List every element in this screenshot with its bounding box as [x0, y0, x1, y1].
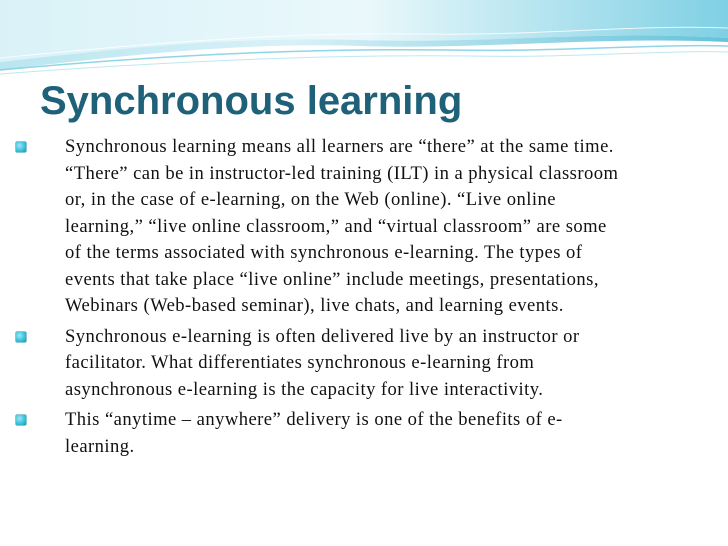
- bullet-text-line: facilitator. What differentiates synchronous e-learning from: [65, 352, 535, 373]
- square-bullet-icon: [16, 415, 26, 425]
- bullet-text-line: events that take place “live online” include meetings, presentations,: [65, 268, 599, 290]
- bullet-item-delivery: [16, 324, 696, 404]
- bullet-text-line: or, in the case of e-learning, on the Web (online). “Live online: [65, 189, 556, 210]
- bullet-text-line: “There” can be in instructor-led training (ILT) in a physical classroom: [65, 162, 619, 184]
- square-bullet-icon: [16, 142, 26, 152]
- bullet-text-line: asynchronous e-learning is the capacity for live interactivity.: [65, 378, 544, 400]
- bullet-text-line: learning,” “live online classroom,” and “virtual classroom” are some: [65, 215, 607, 237]
- bullet-text-line: learning.: [65, 435, 135, 457]
- bullet-list: [16, 134, 696, 464]
- square-bullet-icon: [16, 332, 26, 342]
- bullet-text-line: of the terms associated with synchronous e-learning. The types of: [65, 242, 583, 263]
- bullet-text-line: Synchronous learning means all learners are “there” at the same time.: [65, 136, 614, 157]
- bullet-text-line: This “anytime – anywhere” delivery is one of the benefits of e-: [65, 409, 563, 430]
- bullet-item-definition: [16, 134, 696, 320]
- header-wave-decoration: [0, 0, 728, 80]
- slide-title: Synchronous learning: [40, 79, 463, 123]
- bullet-item-benefits: [16, 407, 696, 460]
- bullet-text-line: Webinars (Web-based seminar), live chats, and learning events.: [65, 295, 564, 316]
- bullet-text-line: Synchronous e-learning is often delivered live by an instructor or: [65, 325, 580, 347]
